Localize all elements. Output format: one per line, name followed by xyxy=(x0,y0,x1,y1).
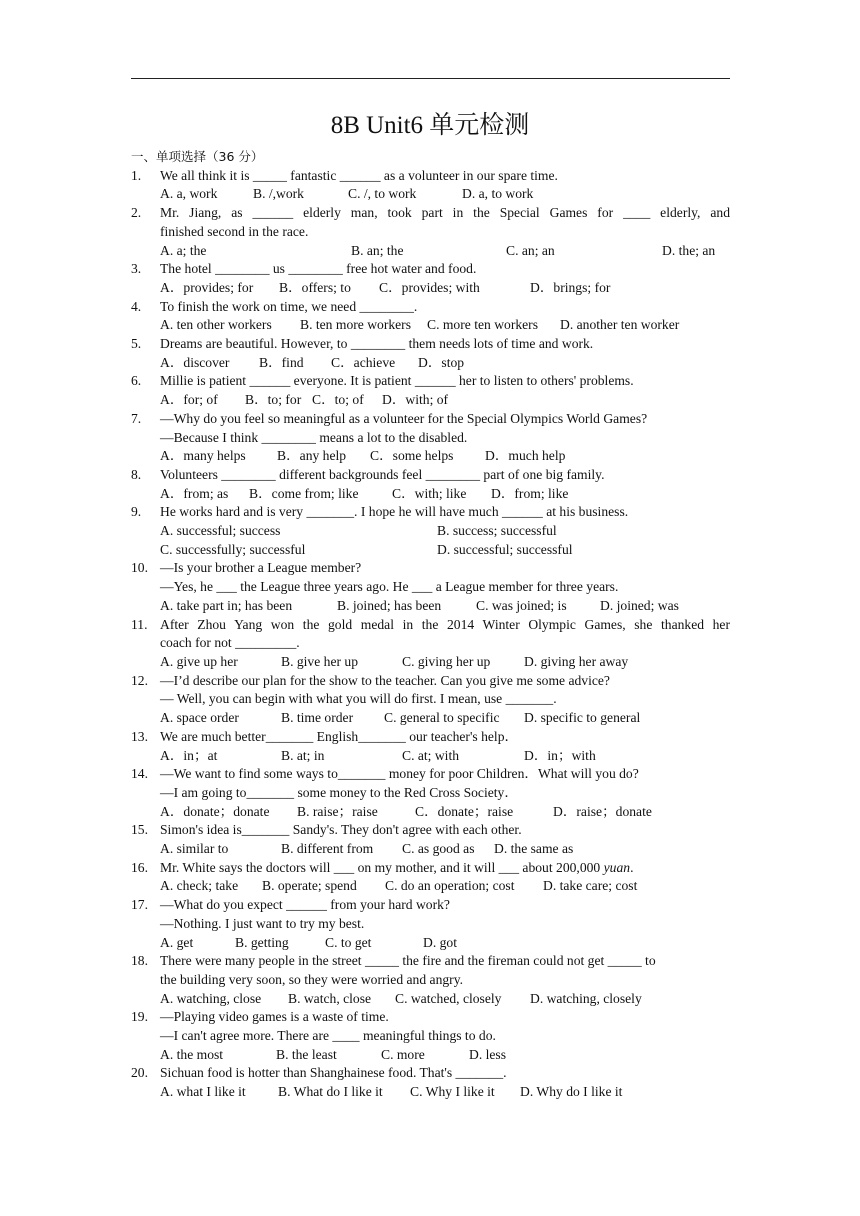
options-row xyxy=(160,522,730,541)
question-number: 19. xyxy=(131,1009,148,1025)
options-row xyxy=(160,934,730,953)
question-number: 4. xyxy=(131,298,142,314)
question xyxy=(131,859,730,896)
question xyxy=(131,260,730,297)
question-text: —Is your brother a League member? xyxy=(160,560,362,576)
option-c: C．achieve xyxy=(331,354,396,370)
option-a: A．from; as xyxy=(160,485,229,501)
option-b: B. different from xyxy=(281,841,374,857)
options-row xyxy=(160,803,730,822)
option-a: A. take part in; has been xyxy=(160,597,293,613)
option-b: B．offers; to xyxy=(279,279,351,295)
options-row xyxy=(160,709,730,728)
options-row xyxy=(160,877,730,896)
option-d: D．from; like xyxy=(491,485,569,501)
option-d: D. a, to work xyxy=(462,186,534,202)
option-c: C．to; of xyxy=(312,392,364,408)
option-c: C．donate；raise xyxy=(415,803,514,819)
option-c: C. do an operation; cost xyxy=(385,878,515,894)
options-row xyxy=(160,990,730,1009)
question-text: He works hard and is very _______. I hope he will have much ______ at his business. xyxy=(160,504,629,520)
question-text: —Because I think ________ means a lot to the disabled. xyxy=(160,429,468,445)
option-a: A. successful; success xyxy=(160,523,281,539)
section-heading: 一、单项选择（36 分） xyxy=(131,149,264,164)
option-c: C. as good as xyxy=(402,841,475,857)
option-a: A. a, work xyxy=(160,186,218,202)
option-c: C. successfully; successful xyxy=(160,541,306,557)
question-number: 13. xyxy=(131,728,148,744)
option-d: D. the; an xyxy=(662,242,716,258)
options-row xyxy=(160,279,730,298)
question-number: 7. xyxy=(131,410,142,426)
question-text: —I’d describe our plan for the show to the teacher. Can you give me some advice? xyxy=(160,672,610,688)
option-a: A. similar to xyxy=(160,841,229,857)
option-b: B. the least xyxy=(276,1046,337,1062)
question-text: finished second in the race. xyxy=(160,223,309,239)
option-a: A．for; of xyxy=(160,392,218,408)
header-rule xyxy=(131,78,730,79)
question xyxy=(131,896,730,952)
option-d: D．raise；donate xyxy=(553,803,652,819)
options-row xyxy=(160,653,730,672)
option-b: B．any help xyxy=(277,448,347,464)
question-number: 2. xyxy=(131,205,142,221)
question-number: 5. xyxy=(131,336,142,352)
question-number: 1. xyxy=(131,167,142,183)
option-d: D. successful; successful xyxy=(437,541,573,557)
question xyxy=(131,503,730,559)
question-text: —Nothing. I just want to try my best. xyxy=(160,915,365,931)
options-row xyxy=(160,485,730,504)
options-row xyxy=(160,242,730,261)
option-b: B．come from; like xyxy=(249,485,359,501)
question-text: the building very soon, so they were worried and angry. xyxy=(160,971,464,987)
option-d: D. the same as xyxy=(494,841,574,857)
question-number: 11. xyxy=(131,616,148,632)
option-d: D. got xyxy=(423,934,457,950)
question-text: After Zhou Yang won the gold medal in the 2014 Winter Olympic Games, she thanked her xyxy=(160,616,730,632)
option-c: C. general to specific xyxy=(384,710,500,726)
question-number: 9. xyxy=(131,504,142,520)
question xyxy=(131,298,730,335)
question xyxy=(131,1008,730,1064)
option-c: C. giving her up xyxy=(402,653,491,669)
options-row xyxy=(160,354,730,373)
question xyxy=(131,466,730,503)
question-text: We all think it is _____ fantastic ______ as a volunteer in our spare time. xyxy=(160,167,558,183)
question-text: The hotel ________ us ________ free hot water and food. xyxy=(160,261,477,277)
option-c: C. more ten workers xyxy=(427,317,538,333)
option-b: B. What do I like it xyxy=(278,1084,383,1100)
question xyxy=(131,952,730,1008)
option-a: A．many helps xyxy=(160,448,246,464)
question-text: —I am going to_______ some money to the Red Cross Society． xyxy=(160,784,518,800)
question-number: 8. xyxy=(131,466,142,482)
question-text: We are much better_______ English_______ our teacher's help． xyxy=(160,728,519,744)
options-row xyxy=(160,597,730,616)
option-b: B. success; successful xyxy=(437,523,557,539)
question-text: Millie is patient ______ everyone. It is patient ______ her to listen to others' problems. xyxy=(160,373,634,389)
option-b: B．find xyxy=(259,354,304,370)
option-d: D．stop xyxy=(418,354,465,370)
option-c: C. watched, closely xyxy=(395,990,502,1006)
options-row xyxy=(160,1083,730,1102)
question-text: coach for not _________. xyxy=(160,635,300,651)
question-number: 14. xyxy=(131,766,148,782)
option-b: B．to; for xyxy=(245,392,302,408)
option-b: B. /,work xyxy=(253,186,304,202)
question xyxy=(131,1064,730,1101)
option-c: C. /, to work xyxy=(348,186,417,202)
options-row xyxy=(160,541,730,560)
question-text: — Well, you can begin with what you will do first. I mean, use _______. xyxy=(160,691,557,707)
page-title: 8B Unit6 单元检测 xyxy=(330,112,530,139)
question-text: Simon's idea is_______ Sandy's. They don't agree with each other. xyxy=(160,822,522,838)
question-text-main: Mr. White says the doctors will ___ on my mother, and it will ___ about 200,000 xyxy=(160,859,601,875)
option-d: D. joined; was xyxy=(600,597,679,613)
option-d: D. less xyxy=(469,1046,507,1062)
option-c: C．some helps xyxy=(370,448,454,464)
option-b: B. getting xyxy=(235,934,289,950)
option-d: D. another ten worker xyxy=(560,317,680,333)
question-number: 3. xyxy=(131,261,142,277)
option-c: C. to get xyxy=(325,934,372,950)
option-a: A．in；at xyxy=(160,747,218,763)
question-number: 16. xyxy=(131,859,148,875)
options-row xyxy=(160,1046,730,1065)
option-a: A. a; the xyxy=(160,242,207,258)
question xyxy=(131,335,730,372)
question xyxy=(131,672,730,728)
question-text: Dreams are beautiful. However, to ________ them needs lots of time and work. xyxy=(160,336,594,352)
question-text: —Yes, he ___ the League three years ago. He ___ a League member for three years. xyxy=(160,579,619,595)
option-a: A. ten other workers xyxy=(160,317,272,333)
question-number: 12. xyxy=(131,672,148,688)
option-c: C．with; like xyxy=(392,485,467,501)
question xyxy=(131,167,730,204)
option-a: A. space order xyxy=(160,710,239,726)
option-a: A. watching, close xyxy=(160,990,262,1006)
option-d: D．much help xyxy=(485,448,566,464)
option-c: C. at; with xyxy=(402,747,460,763)
options-row xyxy=(160,840,730,859)
question-text: —Playing video games is a waste of time. xyxy=(160,1009,389,1025)
options-row xyxy=(160,447,730,466)
options-row xyxy=(160,185,730,204)
question xyxy=(131,559,730,615)
question-text: Sichuan food is hotter than Shanghainese food. That's _______. xyxy=(160,1065,507,1081)
option-c: C. was joined; is xyxy=(476,597,567,613)
options-row xyxy=(160,316,730,335)
question-number: 20. xyxy=(131,1065,148,1081)
option-a: A. get xyxy=(160,934,194,950)
question-number: 17. xyxy=(131,897,148,913)
question-text xyxy=(160,859,730,878)
option-b: B. joined; has been xyxy=(337,597,442,613)
option-d: D．with; of xyxy=(382,392,449,408)
question-number: 18. xyxy=(131,953,148,969)
sentence-period: . xyxy=(630,859,634,875)
question-text: Volunteers ________ different backgrounds feel ________ part of one big family. xyxy=(160,466,605,482)
option-d: D．brings; for xyxy=(530,279,611,295)
options-row xyxy=(160,391,730,410)
question-text: To finish the work on time, we need ________. xyxy=(160,298,418,314)
option-d: D．in；with xyxy=(524,747,596,763)
option-d: D. Why do I like it xyxy=(520,1084,623,1100)
option-a: A. the most xyxy=(160,1046,224,1062)
option-b: B. at; in xyxy=(281,747,325,763)
option-a: A. check; take xyxy=(160,878,239,894)
question-number: 15. xyxy=(131,822,148,838)
option-c: C. an; an xyxy=(506,242,555,258)
option-a: A．donate；donate xyxy=(160,803,270,819)
option-b: B. ten more workers xyxy=(300,317,411,333)
option-d: D. giving her away xyxy=(524,653,629,669)
option-c: C. Why I like it xyxy=(410,1084,495,1100)
option-b: B. raise；raise xyxy=(297,803,378,819)
option-d: D. watching, closely xyxy=(530,990,642,1006)
options-row xyxy=(160,747,730,766)
question-text: —What do you expect ______ from your hard work? xyxy=(160,897,450,913)
question-text: There were many people in the street _____ the fire and the fireman could not get _____ to xyxy=(160,953,656,969)
option-d: D. specific to general xyxy=(524,710,641,726)
question xyxy=(131,821,730,858)
option-d: D. take care; cost xyxy=(543,878,638,894)
question xyxy=(131,204,730,260)
option-b: B. time order xyxy=(281,710,354,726)
question-text: —We want to find some ways to_______ money for poor Children．What will you do? xyxy=(160,766,639,782)
question-text: Mr. Jiang, as ______ elderly man, took part in the Special Games for ____ elderly, and xyxy=(160,205,730,221)
question-text: —Why do you feel so meaningful as a volunteer for the Special Olympics World Games? xyxy=(160,410,648,426)
question xyxy=(131,765,730,821)
question xyxy=(131,616,730,672)
option-a: A．provides; for xyxy=(160,279,254,295)
question-text: —I can't agree more. There are ____ meaningful things to do. xyxy=(160,1028,496,1044)
question xyxy=(131,410,730,466)
option-b: B. operate; spend xyxy=(262,878,357,894)
option-c: C．provides; with xyxy=(379,279,480,295)
question-number: 6. xyxy=(131,373,142,389)
option-c: C. more xyxy=(381,1046,425,1062)
question xyxy=(131,372,730,409)
question xyxy=(131,728,730,765)
option-a: A．discover xyxy=(160,354,230,370)
option-b: B. an; the xyxy=(351,242,404,258)
question-list xyxy=(131,148,730,1102)
option-b: B. give her up xyxy=(281,653,359,669)
question-number: 10. xyxy=(131,560,148,576)
option-a: A. what I like it xyxy=(160,1084,246,1100)
option-b: B. watch, close xyxy=(288,990,372,1006)
option-a: A. give up her xyxy=(160,653,238,669)
currency-word: yuan xyxy=(603,859,631,875)
